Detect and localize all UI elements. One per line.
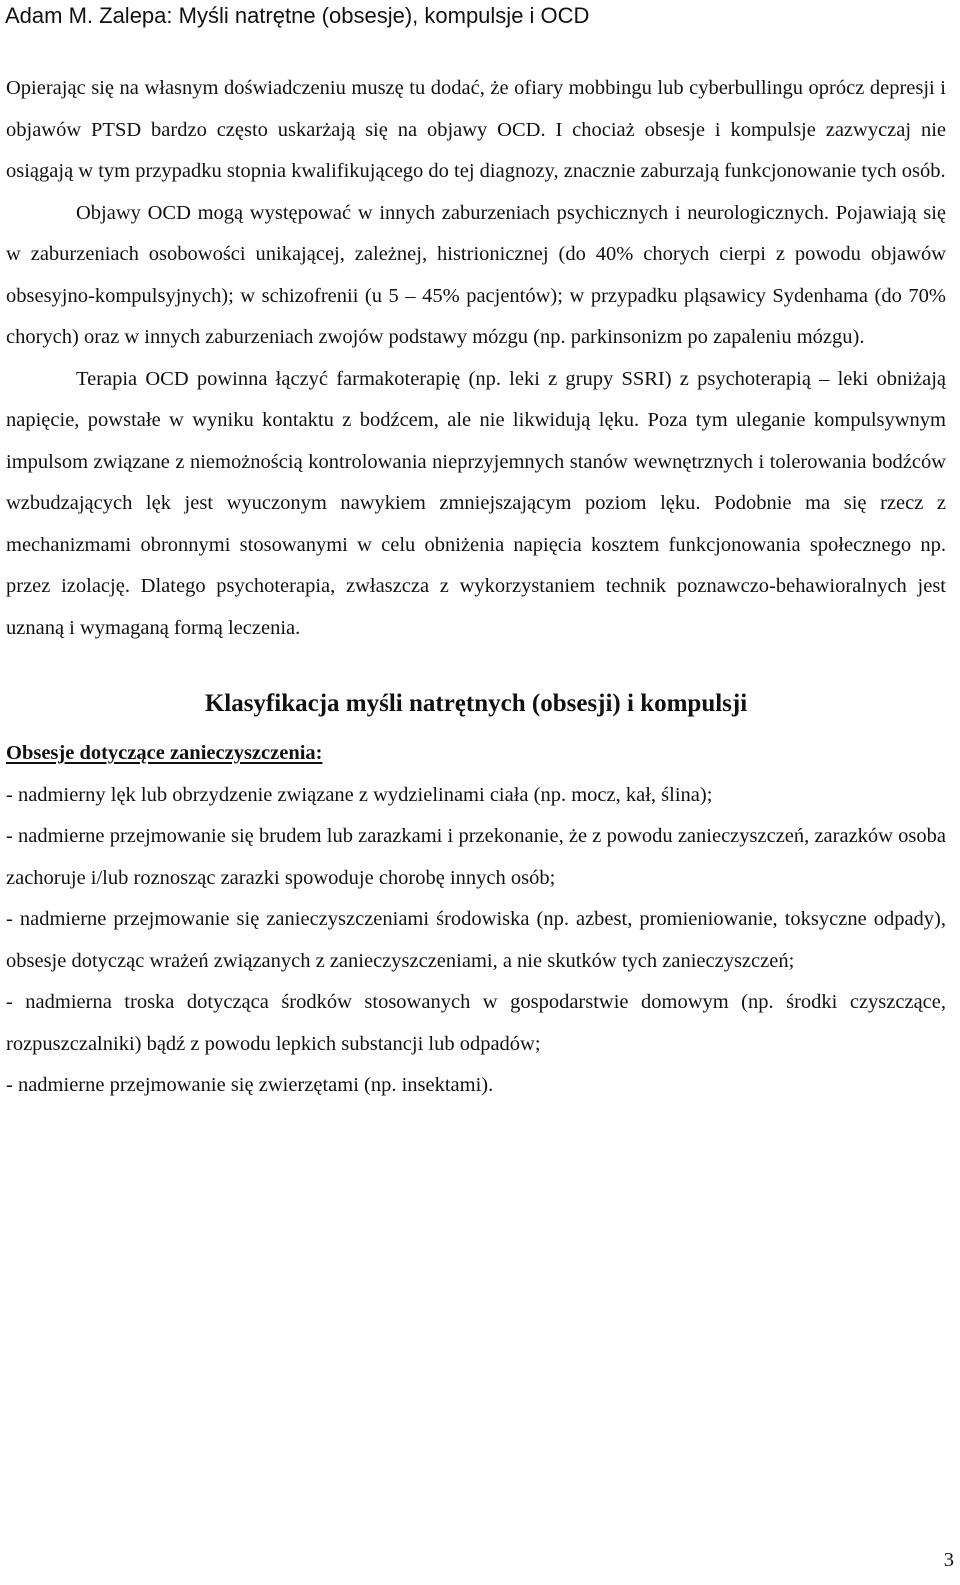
- page-number: 3: [943, 1549, 954, 1571]
- body-paragraph: Opierając się na własnym doświadczeniu muszę tu dodać, że ofiary mobbingu lub cyberbullingu oprócz depresji i objawów PTSD bardzo często uskarżają się na objawy OCD. I chociaż obsesje i kompulsje zazwyczaj nie osiągają w tym przypadku stopnia kwalifikującego do tej diagnozy, znacznie zaburzają funkcjonowanie tych osób.: [6, 77, 946, 182]
- list-item: - nadmierne przejmowanie się zanieczyszczeniami środowiska (np. azbest, promieniowanie, toksyczne odpady), obsesje dotycząc wrażeń związanych z zanieczyszczeniami, a nie skutków tych zanieczyszczeń;: [6, 908, 946, 972]
- sub-heading: Obsesje dotyczące zanieczyszczenia:: [6, 742, 323, 764]
- list-item: - nadmierna troska dotycząca środków stosowanych w gospodarstwie domowym (np. środki czyszczące, rozpuszczalniki) bądź z powodu lepkich substancji lub odpadów;: [6, 991, 946, 1055]
- running-header: Adam M. Zalepa: Myśli natrętne (obsesje), kompulsje i OCD: [5, 3, 590, 28]
- list-item: - nadmierny lęk lub obrzydzenie związane z wydzielinami ciała (np. mocz, kał, ślina);: [6, 783, 713, 806]
- list-item: - nadmierne przejmowanie się brudem lub zarazkami i przekonanie, że z powodu zanieczyszczeń, zarazków osoba zachoruje i/lub roznosząc zarazki spowoduje chorobę innych osób;: [6, 825, 946, 889]
- body-paragraph: Terapia OCD powinna łączyć farmakoterapię (np. leki z grupy SSRI) z psychoterapią – leki obniżają napięcie, powstałe w wyniku kontaktu z bodźcem, ale nie likwidują lęku. Poza tym uleganie kompulsywnym impulsom związane z niemożnością kontrolowania nieprzyjemnych stanów wewnętrznych i tolerowania bodźców wzbudzających lęk jest wyuczonym nawykiem zmniejszającym poziom lęku. Podobnie ma się rzecz z mechanizmami obronnymi stosowanymi w celu obniżenia napięcia kosztem funkcjonowania społecznego np. przez izolację. Dlatego psychoterapia, zwłaszcza z wykorzystaniem technik poznawczo-behawioralnych jest uznaną i wymaganą formą leczenia.: [6, 367, 946, 639]
- page-content: [6, 68, 946, 1107]
- list-item: - nadmierne przejmowanie się zwierzętami (np. insektami).: [6, 1074, 494, 1096]
- section-heading: Klasyfikacja myśli natrętnych (obsesji) i kompulsji: [204, 690, 748, 717]
- body-paragraph: Objawy OCD mogą występować w innych zaburzeniach psychicznych i neurologicznych. Pojawiają się w zaburzeniach osobowości unikającej, zależnej, histrionicznej (do 40% chorych cierpi z powodu objawów obsesyjno-kompulsyjnych); w schizofrenii (u 5 – 45% pacjentów); w przypadku pląsawicy Sydenhama (do 70% chorych) oraz w innych zaburzeniach zwojów podstawy mózgu (np. parkinsonizm po zapaleniu mózgu).: [6, 201, 946, 348]
